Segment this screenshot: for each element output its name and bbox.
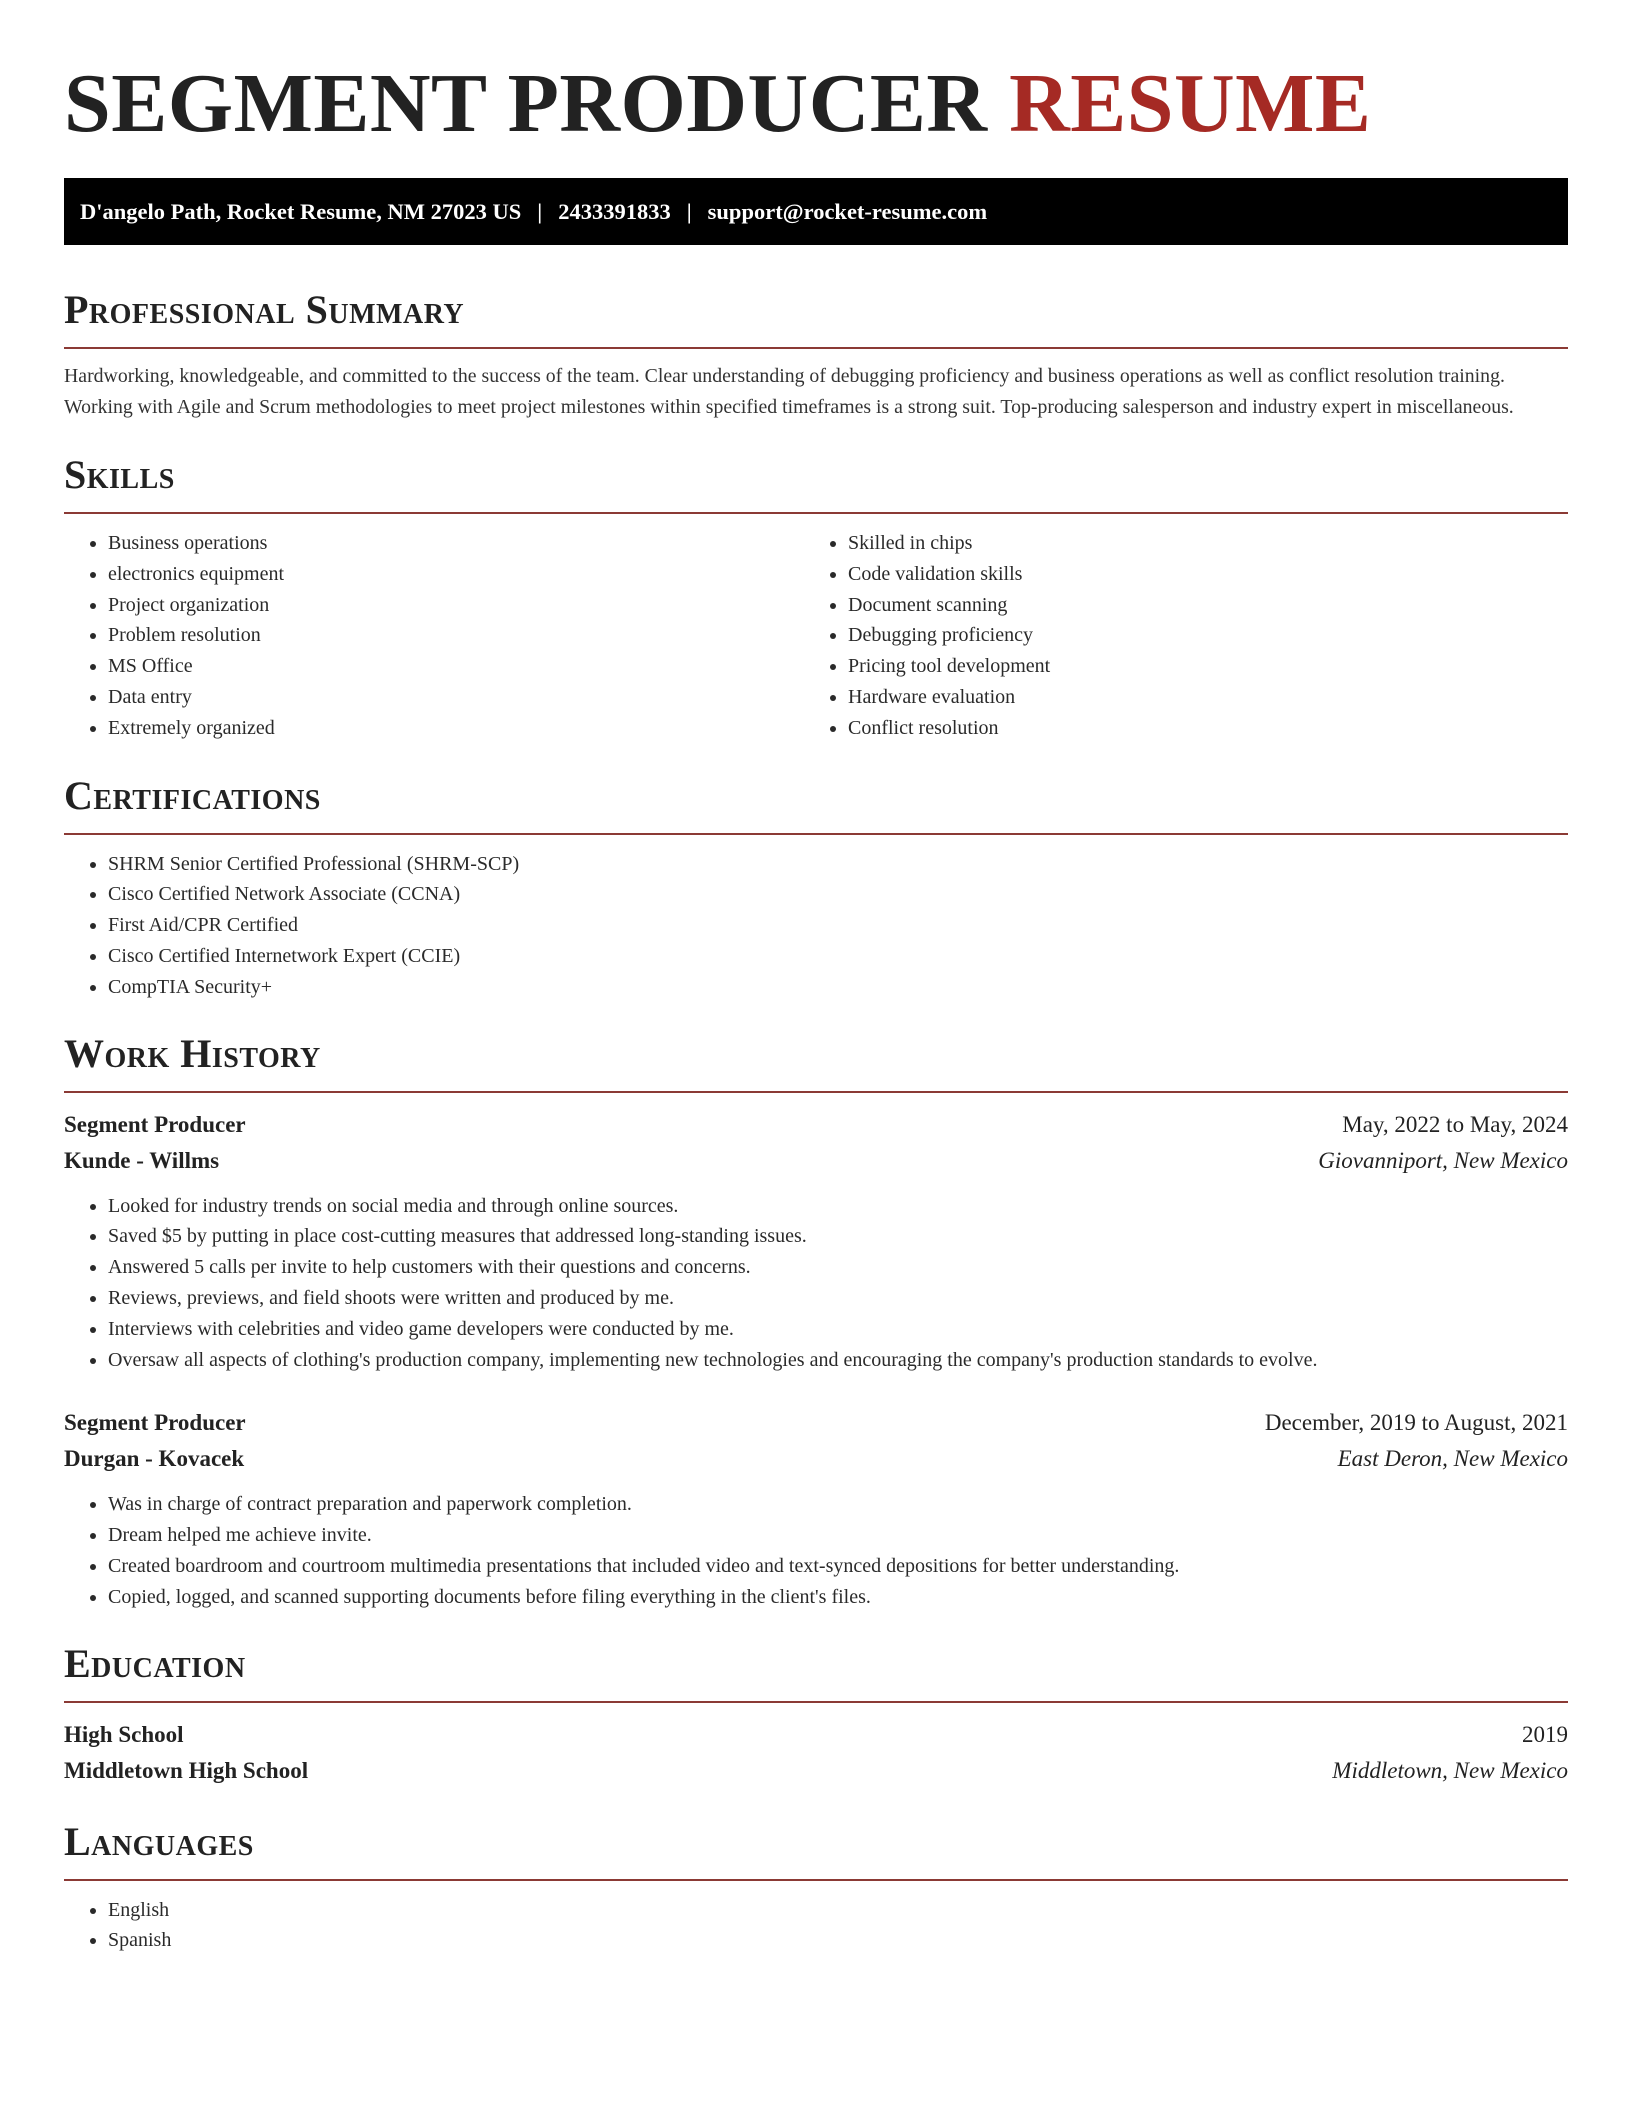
contact-bar bbox=[64, 178, 1568, 245]
job-location: Giovanniport, New Mexico bbox=[1318, 1147, 1568, 1173]
job-header bbox=[64, 1405, 1568, 1441]
job-location: East Deron, New Mexico bbox=[1337, 1446, 1568, 1472]
job-bullet: • Dream helped me achieve invite. bbox=[108, 1520, 1568, 1551]
skills-grid bbox=[64, 528, 1568, 744]
resume-title bbox=[64, 0, 1568, 152]
work-history-section bbox=[64, 1029, 1568, 1613]
contact-separator: | bbox=[537, 198, 543, 224]
contact-address: D'angelo Path, Rocket Resume, NM 27023 US bbox=[80, 198, 522, 224]
certification-item: • CompTIA Security+ bbox=[108, 972, 1568, 1003]
education-school: Middletown High School bbox=[64, 1757, 309, 1783]
certification-item: • Cisco Certified Internetwork Expert (CCIE) bbox=[108, 941, 1568, 972]
skill-item: • Document scanning bbox=[848, 590, 1544, 621]
job-title: Segment Producer bbox=[64, 1111, 246, 1137]
contact-separator: | bbox=[686, 198, 692, 224]
section-divider bbox=[64, 833, 1568, 835]
certifications-section bbox=[64, 771, 1568, 1003]
job-dates: December, 2019 to August, 2021 bbox=[1264, 1410, 1568, 1436]
education-year: 2019 bbox=[1522, 1721, 1568, 1747]
job-bullet: • Answered 5 calls per invite to help customers with their questions and concerns. bbox=[108, 1252, 1568, 1283]
skill-item: • Extremely organized bbox=[108, 713, 804, 744]
job-company: Durgan - Kovacek bbox=[64, 1446, 245, 1472]
job-header bbox=[64, 1107, 1568, 1143]
summary-section bbox=[64, 285, 1568, 423]
skills-section bbox=[64, 450, 1568, 744]
job-bullet: • Saved $5 by putting in place cost-cutting measures that addressed long-standing issues. bbox=[108, 1221, 1568, 1252]
skill-item: • Business operations bbox=[108, 528, 804, 559]
contact-email: support@rocket-resume.com bbox=[707, 198, 988, 224]
job-bullet: • Created boardroom and courtroom multimedia presentations that included video and text-synced depositions for better understanding. bbox=[108, 1551, 1568, 1582]
skill-item: • Debugging proficiency bbox=[848, 620, 1544, 651]
section-title-summary: Professional Summary bbox=[64, 287, 465, 332]
contact-phone: 2433391833 bbox=[558, 198, 671, 224]
job-title: Segment Producer bbox=[64, 1410, 246, 1436]
skill-item: • Hardware evaluation bbox=[848, 682, 1544, 713]
job-bullet: • Interviews with celebrities and video game developers were conducted by me. bbox=[108, 1314, 1568, 1345]
section-divider bbox=[64, 1091, 1568, 1093]
job-bullet: • Was in charge of contract preparation and paperwork completion. bbox=[108, 1489, 1568, 1520]
education-section bbox=[64, 1639, 1568, 1789]
certification-item: • Cisco Certified Network Associate (CCNA) bbox=[108, 879, 1568, 910]
skills-column-left bbox=[64, 528, 804, 744]
section-title-languages: Languages bbox=[64, 1818, 254, 1864]
skills-column-right bbox=[804, 528, 1544, 744]
job-dates: May, 2022 to May, 2024 bbox=[1342, 1111, 1568, 1137]
skill-item: • Data entry bbox=[108, 682, 804, 713]
job-company: Kunde - Willms bbox=[64, 1147, 220, 1173]
section-divider bbox=[64, 347, 1568, 349]
education-subheader bbox=[64, 1753, 1568, 1789]
skill-item: • electronics equipment bbox=[108, 559, 804, 590]
education-location: Middletown, New Mexico bbox=[1332, 1757, 1568, 1783]
section-divider bbox=[64, 1879, 1568, 1881]
job-entry bbox=[64, 1107, 1568, 1376]
skill-item: • MS Office bbox=[108, 651, 804, 682]
job-entry bbox=[64, 1405, 1568, 1612]
skill-item: • Problem resolution bbox=[108, 620, 804, 651]
section-title-work: Work History bbox=[64, 1030, 321, 1076]
skill-item: • Project organization bbox=[108, 590, 804, 621]
section-divider bbox=[64, 512, 1568, 514]
section-title-certifications: Certifications bbox=[64, 772, 321, 818]
languages-section bbox=[64, 1817, 1568, 1957]
title-main: SEGMENT PRODUCER bbox=[64, 57, 988, 150]
section-divider bbox=[64, 1701, 1568, 1703]
language-item: • Spanish bbox=[108, 1925, 1568, 1956]
summary-text: Hardworking, knowledgeable, and committed to the success of the team. Clear understanding of debugging proficiency and business operations as well as conflict resolution training. Working with Agile and Scrum methodologies to meet project milestones within specified timeframes is a strong suit. Top-producing salesperson and industry expert in miscellaneous. bbox=[64, 365, 1514, 418]
job-bullet: • Copied, logged, and scanned supporting documents before filing everything in the client's files. bbox=[108, 1582, 1568, 1613]
education-entry bbox=[64, 1717, 1568, 1789]
job-subheader bbox=[64, 1441, 1568, 1477]
title-accent: RESUME bbox=[1009, 57, 1372, 150]
section-title-skills: Skills bbox=[64, 452, 175, 497]
section-title-education: Education bbox=[64, 1640, 246, 1686]
language-item: • English bbox=[108, 1895, 1568, 1926]
job-subheader bbox=[64, 1143, 1568, 1179]
skill-item: • Skilled in chips bbox=[848, 528, 1544, 559]
job-bullet: • Reviews, previews, and field shoots were written and produced by me. bbox=[108, 1283, 1568, 1314]
education-degree: High School bbox=[64, 1721, 184, 1747]
skill-item: • Code validation skills bbox=[848, 559, 1544, 590]
job-bullet: • Looked for industry trends on social media and through online sources. bbox=[108, 1191, 1568, 1222]
job-bullet: • Oversaw all aspects of clothing's production company, implementing new technologies and encouraging the company's production standards to evolve. bbox=[108, 1345, 1568, 1376]
education-header bbox=[64, 1717, 1568, 1753]
skill-item: • Conflict resolution bbox=[848, 713, 1544, 744]
skill-item: • Pricing tool development bbox=[848, 651, 1544, 682]
certification-item: • First Aid/CPR Certified bbox=[108, 910, 1568, 941]
certification-item: • SHRM Senior Certified Professional (SHRM-SCP) bbox=[108, 849, 1568, 880]
